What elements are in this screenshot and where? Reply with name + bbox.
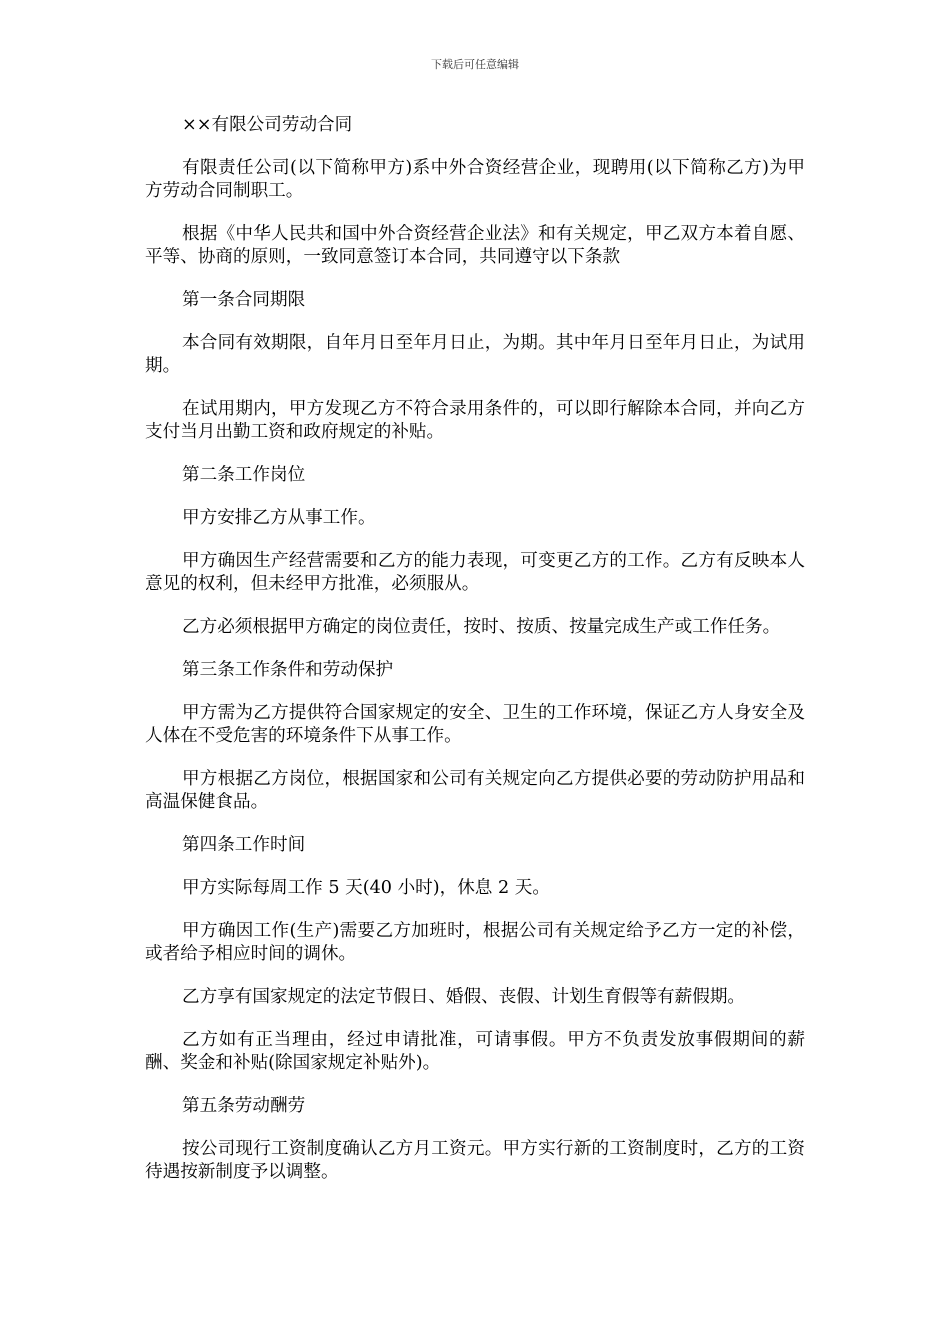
document-title: ××有限公司劳动合同 bbox=[182, 115, 353, 135]
paragraph: 乙方如有正当理由，经过申请批准，可请事假。甲方不负责发放事假期间的薪酬、奖金和补贴(除国家规定补贴外)。 bbox=[145, 1030, 805, 1073]
paragraph: 甲方实际每周工作 5 天(40 小时)，休息 2 天。 bbox=[182, 878, 550, 898]
paragraph: 本合同有效期限，自年月日至年月日止，为期。其中年月日至年月日止，为试用期。 bbox=[145, 333, 805, 376]
section-heading-2: 第二条工作岗位 bbox=[182, 465, 306, 485]
paragraph-basis: 根据《中华人民共和国中外合资经营企业法》和有关规定，甲乙双方本着自愿、平等、协商的原则，一致同意签订本合同，共同遵守以下条款 bbox=[145, 224, 805, 267]
section-heading-1: 第一条合同期限 bbox=[182, 290, 306, 310]
paragraph: 在试用期内，甲方发现乙方不符合录用条件的，可以即行解除本合同，并向乙方支付当月出勤工资和政府规定的补贴。 bbox=[145, 399, 805, 442]
paragraph: 按公司现行工资制度确认乙方月工资元。甲方实行新的工资制度时，乙方的工资待遇按新制度予以调整。 bbox=[145, 1139, 805, 1182]
paragraph: 乙方享有国家规定的法定节假日、婚假、丧假、计划生育假等有薪假期。 bbox=[182, 987, 746, 1007]
paragraph: 甲方安排乙方从事工作。 bbox=[182, 508, 376, 528]
paragraph: 乙方必须根据甲方确定的岗位责任，按时、按质、按量完成生产或工作任务。 bbox=[182, 617, 781, 637]
paragraph-intro: 有限责任公司(以下简称甲方)系中外合资经营企业，现聘用(以下简称乙方)为甲方劳动合同制职工。 bbox=[145, 158, 805, 201]
section-heading-5: 第五条劳动酬劳 bbox=[182, 1096, 306, 1116]
paragraph: 甲方需为乙方提供符合国家规定的安全、卫生的工作环境，保证乙方人身安全及人体在不受危害的环境条件下从事工作。 bbox=[145, 703, 805, 746]
paragraph: 甲方根据乙方岗位，根据国家和公司有关规定向乙方提供必要的劳动防护用品和高温保健食品。 bbox=[145, 769, 805, 812]
page-header-note: 下载后可任意编辑 bbox=[431, 58, 519, 71]
document-body bbox=[145, 114, 805, 1204]
section-heading-3: 第三条工作条件和劳动保护 bbox=[182, 660, 394, 680]
paragraph: 甲方确因工作(生产)需要乙方加班时，根据公司有关规定给予乙方一定的补偿，或者给予相应时间的调休。 bbox=[145, 921, 805, 964]
section-heading-4: 第四条工作时间 bbox=[182, 835, 306, 855]
paragraph: 甲方确因生产经营需要和乙方的能力表现，可变更乙方的工作。乙方有反映本人意见的权利，但未经甲方批准，必须服从。 bbox=[145, 551, 805, 594]
